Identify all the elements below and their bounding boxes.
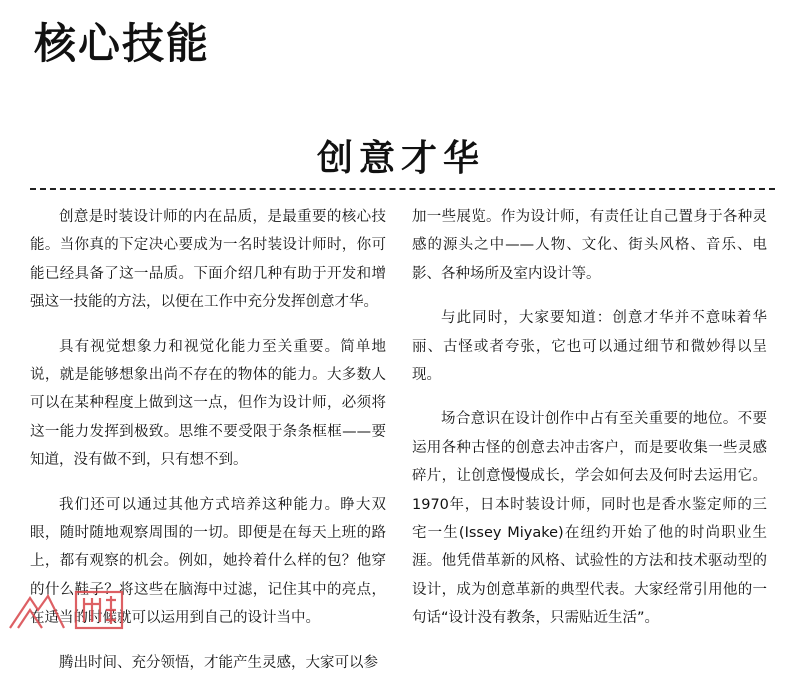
paragraph: 腾出时间、充分领悟，才能产生灵感，大家可以参 — [59, 654, 378, 671]
paragraph: 具有视觉想象力和视觉化能力至关重要。简单地说，就是能够想象出尚不存在的物体的能力。大多数人可以在某种程度上做到这一点，但作为设计师，必须将这一能力发挥到极致。思维不要受限于条条框框——要知道，没有做不到，只有想不到。 — [30, 338, 386, 469]
paragraph: 场合意识在设计创作中占有至关重要的地位。不要运用各种古怪的创意去冲击客户，而是要收集一些灵感碎片，让创意慢慢成长，学会如何去及何时去运用它。1970年，日本时装设计师，同时也是香水鉴定师的三宅一生(Issey Miyake)在纽约开始了他的时尚职业生涯。他凭借革新的风格、试验性的方法和技术驱动型的设计，成为创意革新的典型代表。大家经常引用他的一句话“设计没有教条，只需贴近生活”。 — [412, 411, 767, 627]
publisher-logo-icon — [4, 582, 144, 631]
paragraph: 与此同时，大家要知道：创意才华并不意味着华丽、古怪或者夸张，它也可以通过细节和微妙得以呈现。 — [412, 310, 767, 384]
right-text-column — [412, 203, 767, 633]
paragraph: 我们还可以通过其他方式培养这种能力。睁大双眼，随时随地观察周围的一切。即便是在每天上班的路上，都有观察的机会。例如，她拎着什么样的包？他穿的什么鞋子？将这些在脑海中过滤，记住其中的亮点，在适当的时候就可以运用到自己的设计当中。 — [30, 496, 386, 627]
paragraph: 创意是时装设计师的内在品质，是最重要的核心技能。当你真的下定决心要成为一名时装设计师时，你可能已经具备了这一品质。下面介绍几种有助于开发和增强这一技能的方法，以便在工作中充分发挥创意才华。 — [30, 209, 386, 311]
chapter-title: 核心技能 — [34, 19, 211, 68]
dashed-divider — [30, 188, 775, 190]
paragraph-continued: 加一些展览。作为设计师，有责任让自己置身于各种灵感的源头之中——人物、文化、街头风格、音乐、电影、各种场所及室内设计等。 — [412, 209, 767, 282]
section-title: 创意才华 — [316, 137, 485, 179]
